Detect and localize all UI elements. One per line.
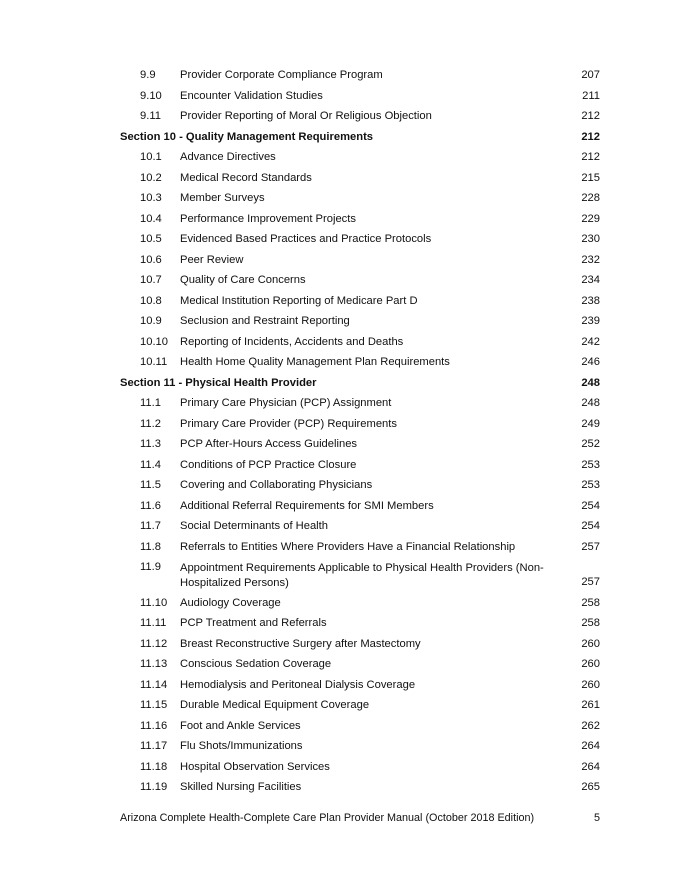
toc-entry[interactable] bbox=[0, 151, 680, 167]
section-title: Section 10 - Quality Management Requirements bbox=[120, 130, 374, 143]
toc-page-number: 230 bbox=[581, 233, 600, 245]
toc-page-number: 264 bbox=[581, 740, 600, 752]
toc-entry[interactable] bbox=[0, 740, 680, 756]
toc-page-number: 262 bbox=[581, 719, 600, 732]
toc-entry[interactable] bbox=[0, 561, 680, 591]
toc-page-number: 253 bbox=[581, 458, 600, 471]
toc-entry[interactable] bbox=[0, 781, 680, 797]
toc-entry[interactable] bbox=[0, 336, 680, 352]
toc-entry-title: Conditions of PCP Practice Closure bbox=[180, 458, 357, 471]
toc-entry[interactable] bbox=[0, 500, 680, 516]
toc-entry[interactable] bbox=[0, 617, 680, 633]
toc-page-number: 248 bbox=[581, 376, 600, 389]
toc-entry[interactable] bbox=[0, 720, 680, 736]
toc-page-number: 234 bbox=[581, 274, 600, 286]
toc-entry-title: Provider Corporate Compliance Program bbox=[180, 69, 383, 81]
toc-entry-title: Evidenced Based Practices and Practice Protocols bbox=[180, 233, 432, 245]
toc-entry[interactable] bbox=[0, 418, 680, 434]
toc-section-heading[interactable] bbox=[0, 131, 680, 147]
toc-entry-number: 11.17 bbox=[140, 740, 168, 752]
toc-entry-title: PCP After-Hours Access Guidelines bbox=[180, 438, 358, 450]
toc-entry-number: 11.10 bbox=[140, 596, 168, 609]
toc-entry[interactable] bbox=[0, 638, 680, 654]
toc-page-number: 254 bbox=[581, 520, 600, 532]
toc-page-number: 260 bbox=[581, 678, 600, 691]
toc-entry-title: Flu Shots/Immunizations bbox=[180, 740, 303, 752]
toc-page-number: 264 bbox=[581, 760, 600, 773]
toc-page-number: 212 bbox=[581, 110, 600, 122]
toc-entry-number: 10.6 bbox=[140, 253, 162, 266]
footer-title: Arizona Complete Health-Complete Care Plan Provider Manual (October 2018 Edition) bbox=[120, 812, 535, 824]
toc-entry-title: Additional Referral Requirements for SMI Members bbox=[180, 499, 434, 512]
toc-entry[interactable] bbox=[0, 110, 680, 126]
toc-entry-number: 11.8 bbox=[140, 540, 161, 553]
toc-entry[interactable] bbox=[0, 315, 680, 331]
toc-entry[interactable] bbox=[0, 192, 680, 208]
toc-entry-number: 11.9 bbox=[140, 561, 161, 573]
toc-entry-number: 9.10 bbox=[140, 89, 162, 102]
toc-page-number: 252 bbox=[581, 438, 600, 450]
toc-page-number: 249 bbox=[581, 417, 600, 430]
toc-entry-title: Member Surveys bbox=[180, 192, 265, 204]
toc-entry-title: Durable Medical Equipment Coverage bbox=[180, 699, 370, 711]
toc-page-number: 254 bbox=[581, 499, 600, 512]
toc-entry[interactable] bbox=[0, 356, 680, 372]
toc-entry-number: 11.15 bbox=[140, 699, 168, 711]
toc-entry-title: Encounter Validation Studies bbox=[180, 89, 323, 102]
toc-entry[interactable] bbox=[0, 459, 680, 475]
toc-entry[interactable] bbox=[0, 172, 680, 188]
toc-entry-title: Reporting of Incidents, Accidents and Deaths bbox=[180, 335, 404, 348]
toc-entry-number: 9.9 bbox=[140, 69, 156, 81]
toc-entry-number: 10.1 bbox=[140, 151, 162, 163]
toc-entry[interactable] bbox=[0, 658, 680, 674]
toc-entry-number: 11.3 bbox=[140, 438, 161, 450]
toc-page-number: 211 bbox=[582, 89, 600, 102]
toc-entry-number: 11.18 bbox=[140, 760, 168, 773]
toc-entry-title: Foot and Ankle Services bbox=[180, 719, 301, 732]
toc-page-number: 246 bbox=[581, 356, 600, 368]
toc-entry-title: Audiology Coverage bbox=[180, 596, 281, 609]
toc-entry-title: Quality of Care Concerns bbox=[180, 274, 306, 286]
toc-entry-title: Provider Reporting of Moral Or Religious Objection bbox=[180, 110, 432, 122]
toc-entry[interactable] bbox=[0, 213, 680, 229]
toc-page-number: 257 bbox=[581, 540, 600, 553]
section-title: Section 11 - Physical Health Provider bbox=[120, 376, 317, 389]
toc-entry-title: Appointment Requirements Applicable to Physical Health Providers (Non-Hospitalized Persons) bbox=[180, 562, 544, 589]
toc-entry-title: Medical Institution Reporting of Medicare Part D bbox=[180, 294, 418, 307]
toc-entry-title: Primary Care Provider (PCP) Requirements bbox=[180, 417, 397, 430]
toc-entry[interactable] bbox=[0, 597, 680, 613]
footer-page-number: 5 bbox=[593, 812, 600, 824]
toc-page-number: 212 bbox=[581, 151, 600, 163]
toc-entry-number: 10.7 bbox=[140, 274, 162, 286]
toc-entry-number: 10.10 bbox=[140, 335, 168, 348]
toc-section-heading[interactable] bbox=[0, 377, 680, 393]
toc-entry[interactable] bbox=[0, 254, 680, 270]
toc-entry-title: Peer Review bbox=[180, 253, 244, 266]
toc-entry-number: 11.5 bbox=[140, 479, 161, 491]
toc-entry-title: Social Determinants of Health bbox=[180, 520, 328, 532]
toc-page-number: 238 bbox=[581, 294, 600, 307]
toc-entry[interactable] bbox=[0, 397, 680, 413]
toc-entry-number: 11.16 bbox=[140, 719, 168, 732]
toc-page-number: 229 bbox=[581, 212, 600, 225]
toc-page-number: 242 bbox=[581, 335, 600, 348]
toc-entry-title: Advance Directives bbox=[180, 151, 276, 163]
page-footer bbox=[120, 812, 600, 828]
toc-entry-number: 11.12 bbox=[140, 637, 168, 650]
toc-entry-title: Performance Improvement Projects bbox=[180, 212, 356, 225]
toc-entry-title: Breast Reconstructive Surgery after Mastectomy bbox=[180, 637, 421, 650]
toc-page-number: 258 bbox=[581, 617, 600, 629]
toc-entry-title: Seclusion and Restraint Reporting bbox=[180, 315, 350, 327]
toc-entry[interactable] bbox=[0, 233, 680, 249]
toc-entry-number: 11.6 bbox=[140, 499, 161, 512]
toc-page-number: 261 bbox=[581, 699, 600, 711]
toc-entry-number: 11.14 bbox=[140, 678, 168, 691]
toc-entry[interactable] bbox=[0, 761, 680, 777]
toc-entry-title: Hemodialysis and Peritoneal Dialysis Coverage bbox=[180, 678, 416, 691]
toc-entry-number: 11.4 bbox=[140, 458, 161, 471]
toc-page-number: 248 bbox=[581, 397, 600, 409]
toc-entry-number: 10.9 bbox=[140, 315, 162, 327]
toc-entry-title: Health Home Quality Management Plan Requirements bbox=[180, 356, 450, 368]
toc-entry-title: Conscious Sedation Coverage bbox=[180, 658, 332, 670]
toc-entry-number: 10.11 bbox=[140, 356, 168, 368]
toc-entry-number: 11.2 bbox=[140, 417, 161, 430]
toc-page-number: 265 bbox=[581, 781, 600, 793]
toc-entry-title: PCP Treatment and Referrals bbox=[180, 617, 327, 629]
toc-entry-title: Primary Care Physician (PCP) Assignment bbox=[180, 397, 392, 409]
toc-entry-number: 11.1 bbox=[140, 397, 161, 409]
toc-page-number: 232 bbox=[581, 253, 600, 266]
toc-entry[interactable] bbox=[0, 69, 680, 85]
toc-page-number: 260 bbox=[581, 658, 600, 670]
toc-entry-number: 10.3 bbox=[140, 192, 162, 204]
toc-entry[interactable] bbox=[0, 679, 680, 695]
toc-page-number: 260 bbox=[581, 637, 600, 650]
toc-entry[interactable] bbox=[0, 479, 680, 495]
toc-entry[interactable] bbox=[0, 90, 680, 106]
toc-entry-title: Referrals to Entities Where Providers Have a Financial Relationship bbox=[180, 540, 516, 553]
toc-entry-number: 9.11 bbox=[140, 110, 161, 122]
toc-entry-title: Medical Record Standards bbox=[180, 171, 312, 184]
toc-page-number: 258 bbox=[581, 596, 600, 609]
toc-entry-title: Hospital Observation Services bbox=[180, 760, 330, 773]
toc-entry-title: Skilled Nursing Facilities bbox=[180, 781, 302, 793]
toc-page-number: 215 bbox=[581, 171, 600, 184]
toc-entry[interactable] bbox=[0, 520, 680, 536]
toc-page-number: 257 bbox=[581, 576, 600, 588]
toc-page-number: 212 bbox=[581, 130, 600, 143]
toc-page-number: 239 bbox=[581, 315, 600, 327]
toc-entry-number: 10.5 bbox=[140, 233, 162, 245]
toc-page-number: 253 bbox=[581, 479, 600, 491]
toc-entry-number: 11.19 bbox=[140, 781, 168, 793]
toc-entry-number: 10.8 bbox=[140, 294, 162, 307]
toc-entry[interactable] bbox=[0, 541, 680, 557]
toc-entry[interactable] bbox=[0, 438, 680, 454]
toc-entry-number: 11.11 bbox=[140, 617, 167, 629]
toc-entry[interactable] bbox=[0, 699, 680, 715]
toc-entry[interactable] bbox=[0, 295, 680, 311]
toc-entry-number: 11.13 bbox=[140, 658, 168, 670]
toc-entry[interactable] bbox=[0, 274, 680, 290]
toc-entry-number: 10.4 bbox=[140, 212, 162, 225]
toc-entry-number: 10.2 bbox=[140, 171, 162, 184]
toc-page-number: 207 bbox=[581, 69, 600, 81]
toc-entry-number: 11.7 bbox=[140, 520, 161, 532]
toc-entry-title: Covering and Collaborating Physicians bbox=[180, 479, 373, 491]
toc-page-number: 228 bbox=[581, 192, 600, 204]
